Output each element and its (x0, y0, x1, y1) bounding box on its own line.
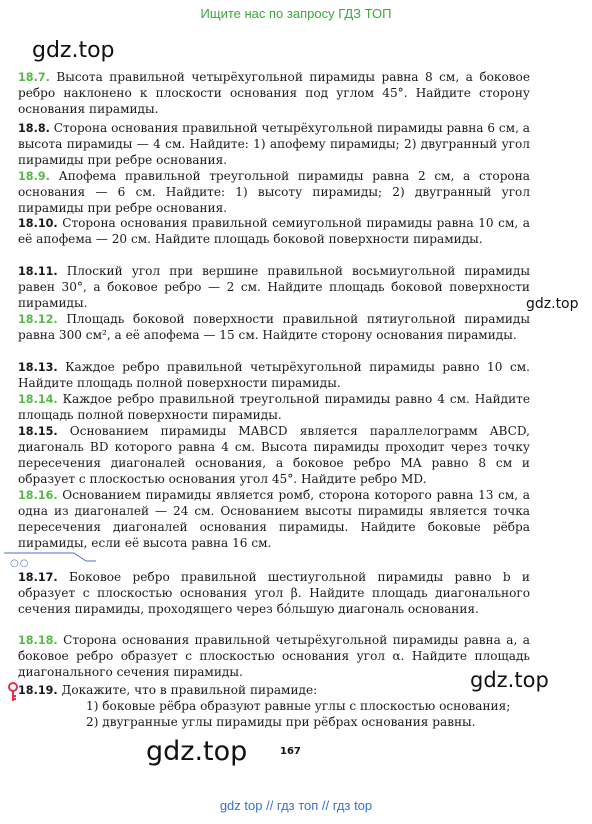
problem-number: 18.14. (18, 393, 58, 406)
problem-item (18, 392, 530, 424)
problem-item (18, 633, 530, 681)
problem-text: Боковое ребро правильной шестиугольной пирамиды равно b и образует с плоскостью основания угол β. Найдите площадь диагонального сечения пирамиды, проходящего через бóльшую диагональ основания. (18, 570, 530, 616)
problem-text: Основанием пирамиды является ромб, сторона которого равна 13 см, а одна из диагоналей — 24 см. Основанием высоты пирамиды является точка пересечения диагоналей основания пирамиды. Найдите боковые рёбра пирамиды, если её высота равна 16 см. (18, 488, 530, 550)
problem-text: Сторона основания правильной четырёхугольной пирамиды равна a, а боковое ребро образует с плоскостью основания угол α. Найдите площадь диагонального сечения пирамиды. (18, 633, 530, 679)
problem-number: 18.12. (18, 313, 58, 326)
problem-item (18, 424, 530, 488)
problem-item (18, 683, 530, 699)
problem-item (18, 570, 530, 618)
problem-number: 18.9. (18, 170, 50, 183)
footer-banner: gdz top // гдз топ // гдз top (219, 798, 373, 813)
problem-number: 18.19. (18, 684, 58, 697)
watermark: gdz.top (146, 736, 248, 767)
problem-text: Докажите, что в правильной пирамиде: (61, 683, 318, 697)
problem-text: Каждое ребро правильной треугольной пирамиды равно 4 см. Найдите площадь полной поверхности пирамиды. (18, 392, 530, 422)
problem-item (18, 216, 530, 248)
problem-text: Сторона основания правильной семиугольной пирамиды равна 10 см, а её апофема — 20 см. Найдите площадь боковой поверхности пирамиды. (18, 216, 530, 246)
page-number: 167 (280, 746, 301, 757)
watermark: gdz.top (32, 38, 115, 63)
problem-item (18, 70, 530, 118)
problem-item (18, 488, 530, 552)
problem-text: Апофема правильной треугольной пирамиды равна 2 см, а сторона основания — 6 см. Найдите: 1) высоту пирамиды; 2) двугранный угол пирамиды при ребре основания. (18, 169, 530, 215)
problem-text: Сторона основания правильной четырёхугольной пирамиды равна 6 см, а высота пирамиды — 4 см. Найдите: 1) апофему пирамиды; 2) двугранный угол пирамиды при ребре основания. (18, 121, 530, 167)
problem-item (18, 312, 530, 344)
problem-text: Каждое ребро правильной четырёхугольной пирамиды равно 10 см. Найдите площадь полной поверхности пирамиды. (18, 360, 530, 390)
sub-item: 1) боковые рёбра образуют равные углы с плоскостью основания; (86, 699, 511, 713)
problem-text: Высота правильной четырёхугольной пирамиды равна 8 см, а боковое ребро наклонено к плоскости основания под углом 45°. Найдите сторону основания пирамиды. (18, 70, 530, 116)
problem-item (18, 360, 530, 392)
problem-number: 18.17. (18, 571, 58, 584)
top-banner: Ищите нас по запросу ГДЗ ТОП (200, 6, 392, 21)
sub-item: 2) двугранные углы пирамиды при рёбрах основания равны. (86, 715, 476, 729)
problem-number: 18.13. (18, 361, 58, 374)
problem-item (18, 121, 530, 169)
problem-number: 18.10. (18, 217, 58, 230)
problem-number: 18.7. (18, 71, 50, 84)
problem-number: 18.16. (18, 489, 58, 502)
problem-item (18, 264, 530, 312)
problem-item (18, 169, 530, 217)
problem-text: Площадь боковой поверхности правильной пятиугольной пирамиды равна 300 см², а её апофема — 15 см. Найдите сторону основания пирамиды. (18, 312, 530, 342)
problem-number: 18.18. (18, 634, 58, 647)
watermark: gdz.top (470, 668, 549, 692)
problem-number: 18.8. (18, 122, 50, 135)
problem-text: Основанием пирамиды MABCD является параллелограмм ABCD, диагональ BD которого равна 4 см. Высота пирамиды проходит через точку пересечения диагоналей основания, а боковое ребро MA равно 8 см и образует с плоскостью основания угол 45°. Найдите ребро MD. (18, 424, 530, 486)
problem-text: Плоский угол при вершине правильной восьмиугольной пирамиды равен 30°, а боковое ребро — 2 см. Найдите площадь боковой поверхности пирамиды. (18, 264, 530, 310)
difficulty-dots-icon: ○○ (10, 558, 30, 569)
problem-number: 18.15. (18, 425, 58, 438)
watermark: gdz.top (526, 296, 579, 312)
problem-number: 18.11. (18, 265, 58, 278)
